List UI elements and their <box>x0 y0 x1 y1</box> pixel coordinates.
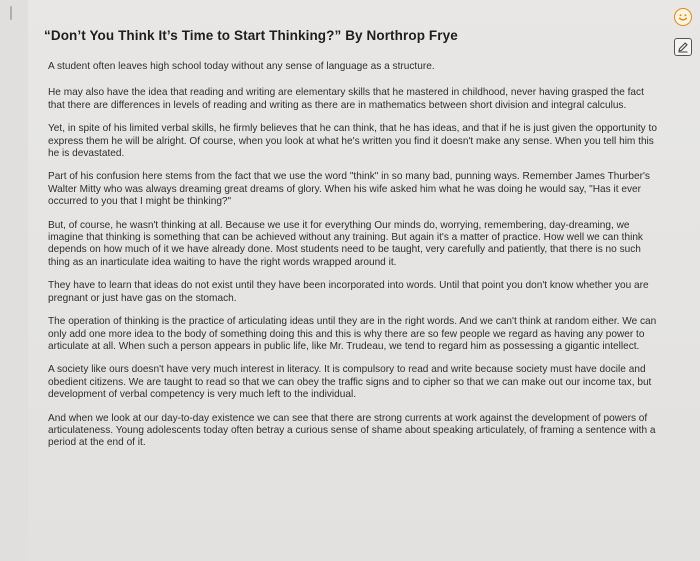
paragraph-8: A society like ours doesn't have very much interest in literacy. It is compulsory to read and write because society must have docile and obedient citizens. We are taught to read so that we can obey the traffic signs and to cipher so that we can make out our income tax, but development of verbal competency is very much left to the individual. <box>48 364 652 401</box>
edit-icon-glyph <box>677 41 689 53</box>
page-margin <box>0 0 28 561</box>
paragraph-4: Part of his confusion here stems from the fact that we use the word "think" in so many bad, punning ways. Remember James Thurber's Walter Mitty who was always dreaming great dreams of glory. When his wife asked him what he was doing he would say, "Has it ever occurred to you that I might be thinking?" <box>48 171 650 208</box>
paragraph-7: The operation of thinking is the practice of articulating ideas until they are in the right words. And we can't think at random either. We can only add one more idea to the body of something doing this and this is why there are so few people we regard as having any power to articulate at all. When such a person appears in public life, like Mr. Trudeau, we tend to regard him as possessing a gigantic intellect. <box>48 316 657 352</box>
paragraph-1: A student often leaves high school today without any sense of language as a structure. <box>48 61 435 72</box>
paragraph-2: He may also have the idea that reading and writing are elementary skills that he mastered in childhood, never having grasped the fact that there are differences in levels of reading and writing as there are in mathematics between short division and integral calculus. <box>48 87 644 111</box>
margin-mark <box>10 6 12 20</box>
paragraph-3: Yet, in spite of his limited verbal skills, he firmly believes that he can think, that he has ideas, and that if he is just given the opportunity to express them he will be alright. Of course, when you look at what he's written you find it doesn't make any sense. When you tell him this he is devastated. <box>48 123 657 160</box>
smiley-icon-glyph <box>676 10 690 24</box>
paragraph-6: They have to learn that ideas do not exist until they have been incorporated into words. Until that point you don't know whether you are pregnant or just have gas on the stomach. <box>48 280 649 304</box>
smiley-icon[interactable] <box>674 8 692 26</box>
paragraph-5: But, of course, he wasn't thinking at all. Because we use it for everything Our minds do, worrying, remembering, day-dreaming, we imagine that thinking is something that can be achieved without any training. But again it's a matter of practice. How well we can think depends on how much of it we have already done. Most students need to be taught, very carefully and patiently, that there is no such thing as an inarticulate idea waiting to have the right words wrapped around it. <box>48 219 643 268</box>
paragraph-9: And when we look at our day-to-day existence we can see that there are strong currents at work against the development of powers of articulateness. Young adolescents today often betray a curious sense of shame about speaking articulately, of framing a sentence with a period at the end of it. <box>48 412 656 449</box>
document-title: “Don’t You Think It’s Time to Start Thinking?” By Northrop Frye <box>44 28 458 43</box>
edit-icon[interactable] <box>674 38 692 56</box>
document-body <box>36 28 666 461</box>
